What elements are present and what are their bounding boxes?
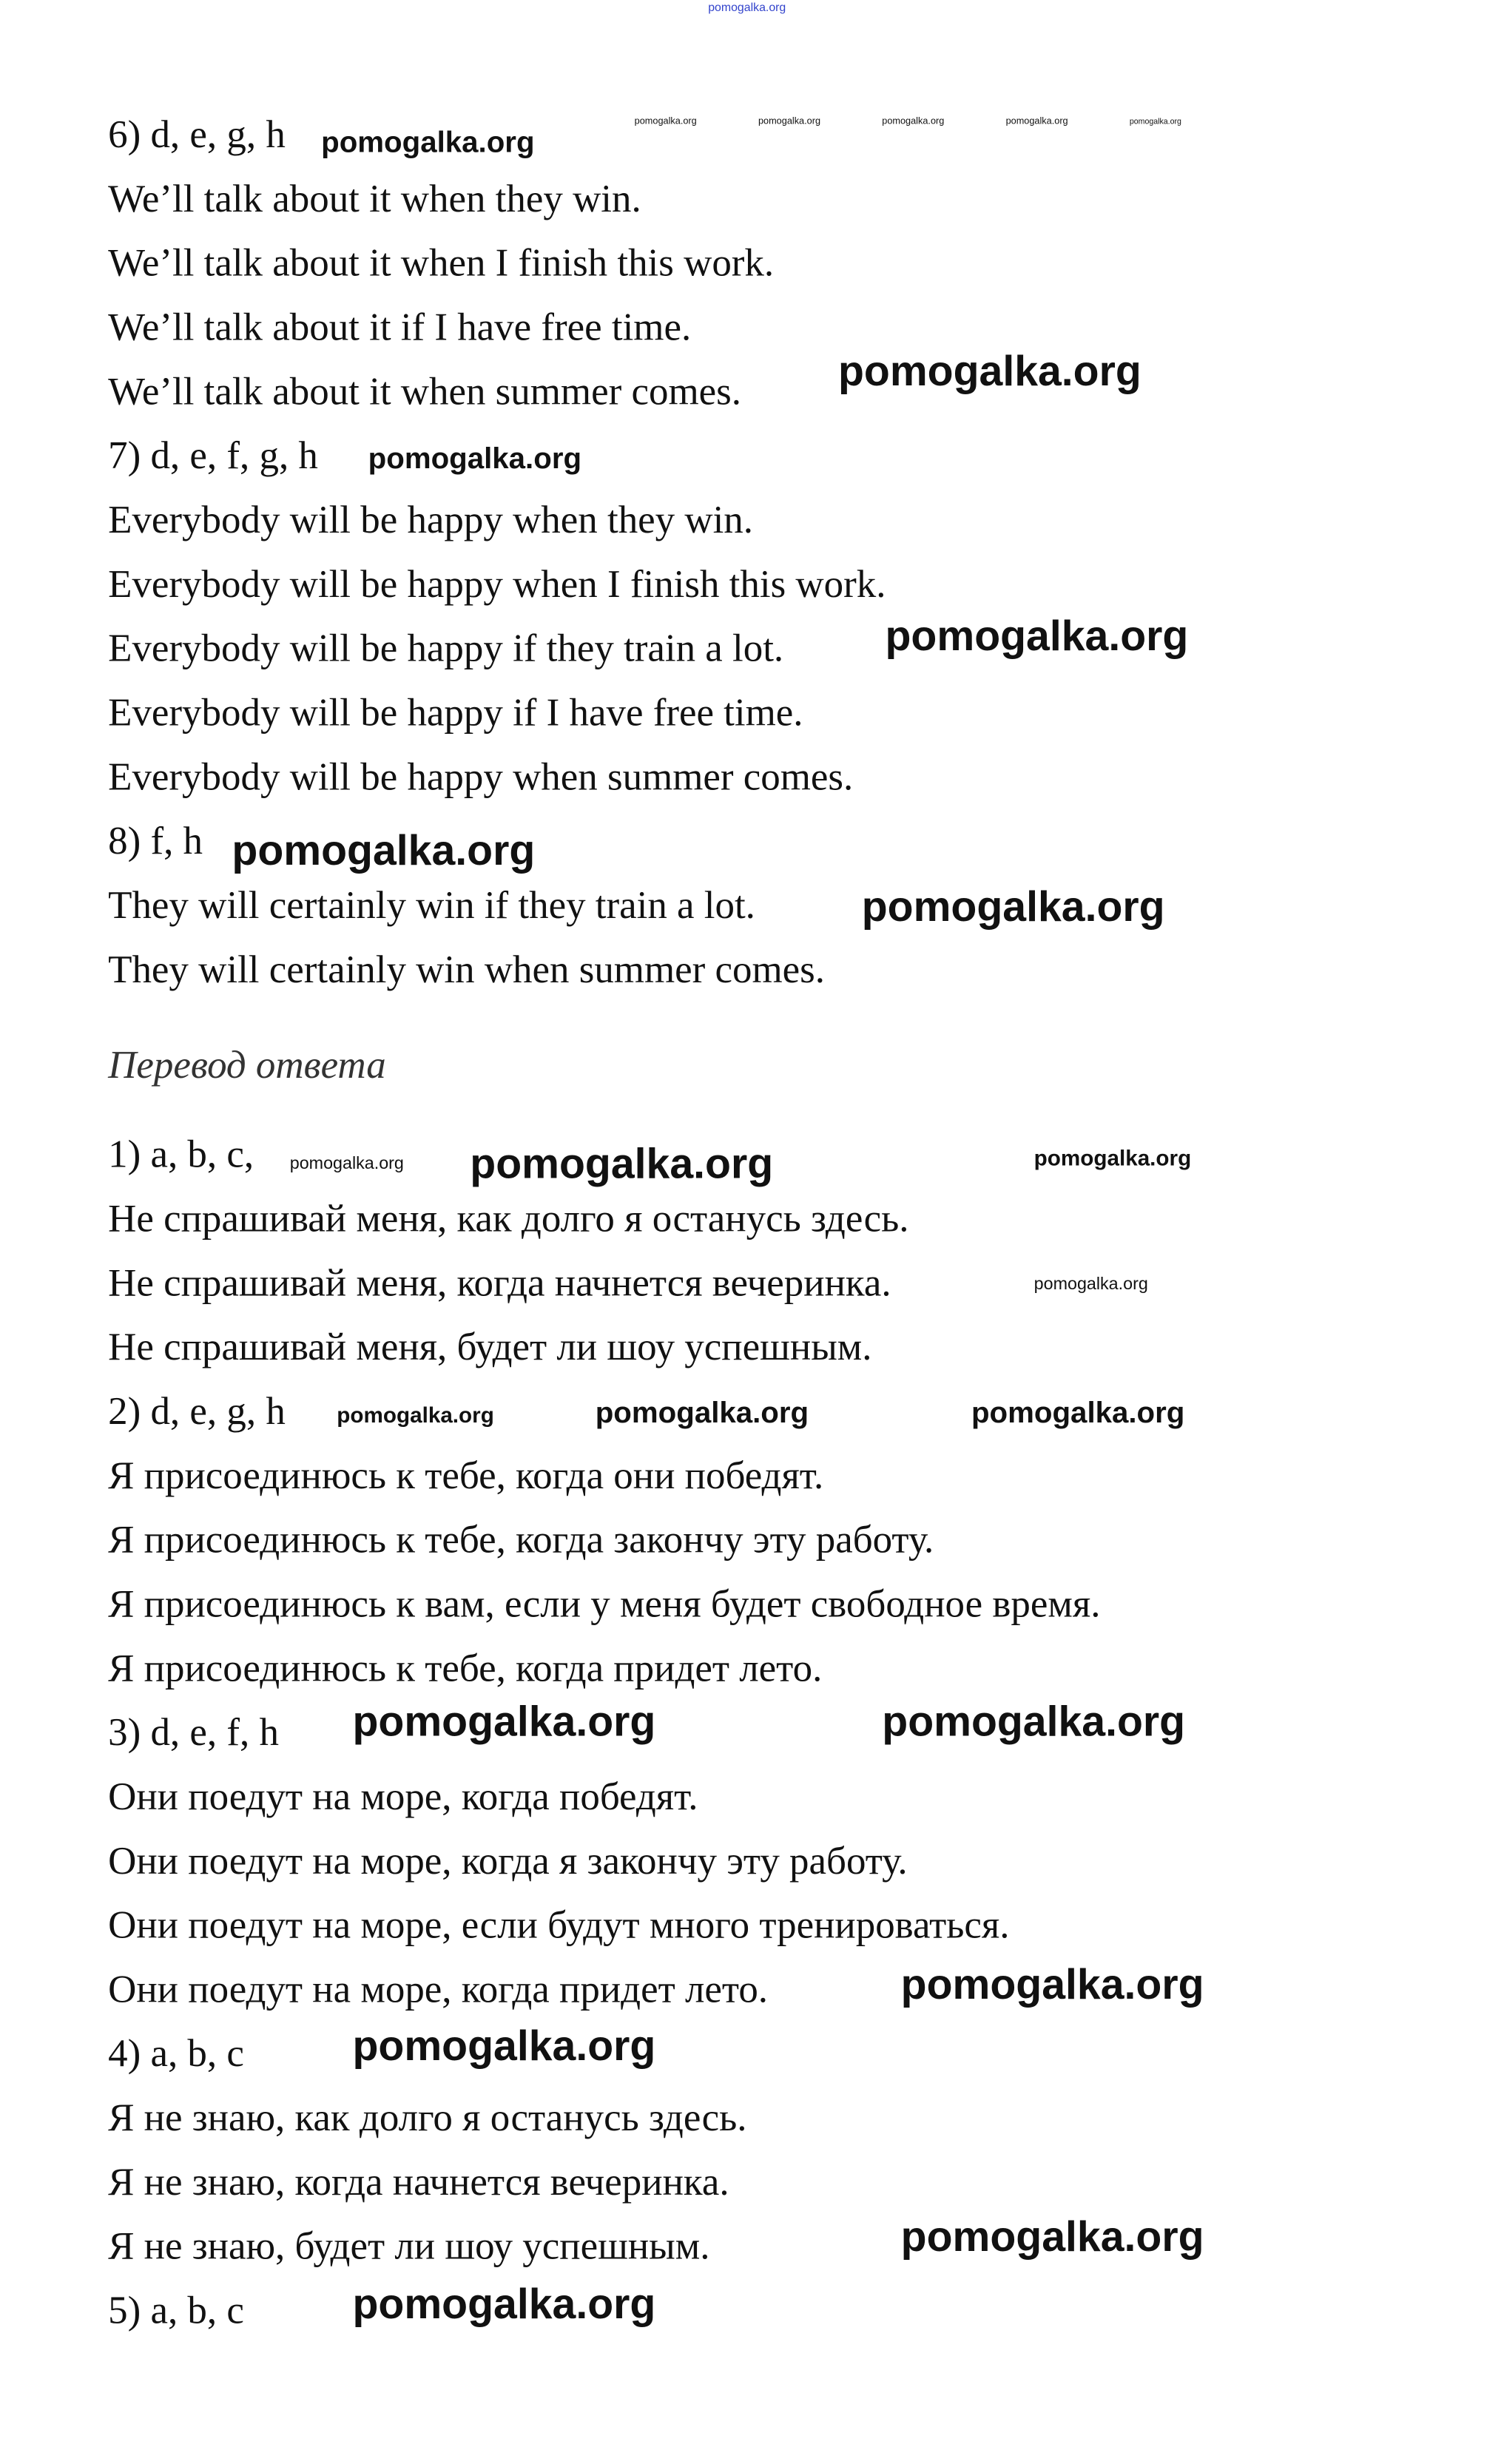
watermark: pomogalka.org: [634, 117, 697, 127]
answer-line: We’ll talk about it when I finish this work.: [108, 243, 775, 286]
watermark: pomogalka.org: [758, 117, 821, 127]
watermark: pomogalka.org: [1005, 117, 1068, 127]
translation-line: Не спрашивай меня, когда начнется вечеринка.: [108, 1262, 891, 1306]
watermark: pomogalka.org: [321, 126, 535, 161]
answer-line: Everybody will be happy when summer comes.: [108, 756, 854, 800]
watermark: pomogalka.org: [837, 348, 1142, 395]
answer-line: Everybody will be happy when I finish this work.: [108, 564, 886, 607]
answer-heading: 8) f, h: [108, 820, 203, 863]
watermark: pomogalka.org: [337, 1402, 494, 1428]
translation-heading: 2) d, e, g, h: [108, 1391, 286, 1434]
watermark: pomogalka.org: [900, 1961, 1204, 2008]
watermark: pomogalka.org: [352, 1698, 656, 1746]
translation-line: Я присоединюсь к тебе, когда закончу эту работу.: [108, 1519, 934, 1562]
translation-line: Они поедут на море, когда я закончу эту работу.: [108, 1840, 908, 1883]
watermark: pomogalka.org: [232, 827, 536, 874]
watermark: pomogalka.org: [1033, 1145, 1192, 1170]
watermark: pomogalka.org: [470, 1140, 774, 1188]
translation-line: Они поедут на море, когда придет лето.: [108, 1968, 769, 2012]
answer-heading: 7) d, e, f, g, h: [108, 435, 318, 478]
translation-heading: 1) a, b, c,: [108, 1134, 254, 1177]
translation-heading: 5) a, b, c: [108, 2290, 244, 2333]
translation-line: Не спрашивай меня, как долго я останусь здесь.: [108, 1198, 909, 1241]
watermark: pomogalka.org: [1129, 117, 1181, 127]
translation-heading: 4) a, b, c: [108, 2033, 244, 2076]
translation-line: Я не знаю, как долго я останусь здесь.: [108, 2097, 747, 2140]
translation-title: Перевод ответа: [108, 1044, 386, 1087]
watermark: pomogalka.org: [289, 1154, 404, 1174]
translation-heading: 3) d, e, f, h: [108, 1712, 279, 1755]
watermark: pomogalka.org: [861, 883, 1165, 931]
watermark: pomogalka.org: [882, 117, 945, 127]
answer-line: Everybody will be happy if they train a lot.: [108, 628, 784, 671]
watermark: pomogalka.org: [882, 1698, 1186, 1746]
watermark: pomogalka.org: [595, 1397, 809, 1431]
watermark: pomogalka.org: [708, 0, 786, 15]
watermark: pomogalka.org: [368, 443, 582, 476]
watermark: pomogalka.org: [885, 612, 1189, 660]
answer-line: They will certainly win if they train a lot.: [108, 885, 755, 928]
answer-line: We’ll talk about it when they win.: [108, 178, 641, 221]
translation-line: Они поедут на море, если будут много тренироваться.: [108, 1905, 1010, 1948]
answer-line: They will certainly win when summer comes.: [108, 949, 826, 992]
watermark: pomogalka.org: [900, 2213, 1204, 2261]
translation-line: Я присоединюсь к тебе, когда придет лето.: [108, 1647, 823, 1690]
answer-line: Everybody will be happy if I have free time.: [108, 692, 803, 735]
watermark: pomogalka.org: [1033, 1275, 1148, 1295]
translation-line: Не спрашивай меня, будет ли шоу успешным.: [108, 1326, 872, 1369]
translation-line: Я не знаю, когда начнется вечеринка.: [108, 2161, 729, 2204]
answer-heading: 6) d, e, g, h: [108, 114, 286, 157]
translation-line: Они поедут на море, когда победят.: [108, 1776, 698, 1819]
watermark: pomogalka.org: [352, 2022, 656, 2070]
watermark: pomogalka.org: [352, 2281, 656, 2328]
answer-line: We’ll talk about it when summer comes.: [108, 371, 741, 414]
translation-line: Я присоединюсь к вам, если у меня будет свободное время.: [108, 1583, 1101, 1627]
answer-line: We’ll talk about it if I have free time.: [108, 307, 692, 350]
answer-line: Everybody will be happy when they win.: [108, 499, 754, 542]
watermark: pomogalka.org: [971, 1397, 1185, 1431]
translation-line: Я присоединюсь к тебе, когда они победят.: [108, 1455, 824, 1498]
translation-line: Я не знаю, будет ли шоу успешным.: [108, 2226, 710, 2269]
